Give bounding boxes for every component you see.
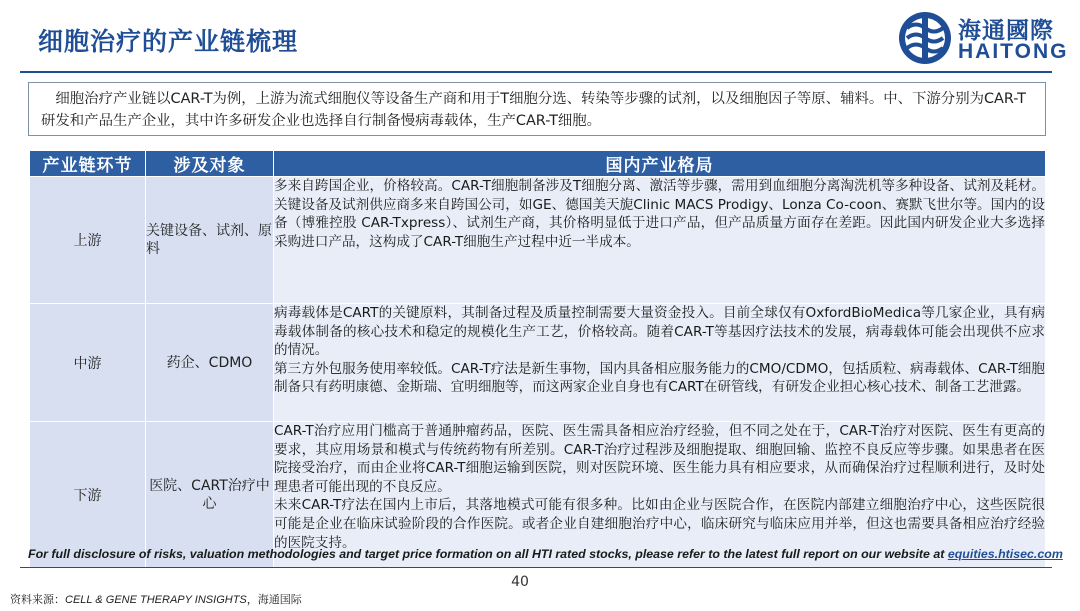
detail-cell <box>274 304 1046 422</box>
column-header-object: 涉及对象 <box>146 151 274 177</box>
column-header-landscape: 国内产业格局 <box>274 151 1046 177</box>
object-cell: 关键设备、试剂、原料 <box>146 177 274 304</box>
logo-english-text: HAITONG <box>958 40 1069 63</box>
column-header-stage: 产业链环节 <box>30 151 146 177</box>
page-number: 40 <box>511 574 529 590</box>
footer-divider <box>20 567 1052 568</box>
detail-text: 病毒载体是CART的关键原料，其制备过程及质量控制需要大量资金投入。目前全球仅有OxfordBioMedica等几家企业，具有病毒载体制备的核心技术和稳定的规模化生产工艺，价格较高。随着CAR-T等基因疗法技术的发展，病毒载体可能会出现供不应求的情况。 <box>274 305 1045 359</box>
detail-cell <box>274 177 1046 304</box>
logo-chinese-text: 海通國際 <box>958 18 1054 44</box>
header-divider <box>20 71 1052 73</box>
detail-text-2: 第三方外包服务使用率较低。CAR-T疗法是新生事物，国内具备相应服务能力的CMO/CDMO，包括质粒、病毒载体、CAR-T细胞制备只有药明康德、金斯瑞、宜明细胞等，而这两家企业自身也有CART在研管线，有研发企业担心核心技术、制备工艺泄露。 <box>274 360 1045 396</box>
table-row-upstream <box>30 177 1046 304</box>
source-prefix: 资料来源： <box>10 593 65 606</box>
source-suffix: ，海通国际 <box>246 593 302 606</box>
haitong-logo <box>898 8 1068 66</box>
source-note <box>10 591 302 607</box>
disclaimer <box>28 547 1063 561</box>
detail-text: 多来自跨国企业，价格较高。CAR-T细胞制备涉及T细胞分离、激活等步骤，需用到血细胞分离淘洗机等多种设备、试剂及耗材。关键设备及试剂供应商多来自跨国公司，如GE、德国美天旎Clinic MACS Prodigy、Lonza Co-coon、赛默飞世尔等。国内的设备（博雅控股 CAR-Txpress）、试剂生产商，其价格明显低于进口产品，但产品质量方面存在差距。因此国内研发企业大多选择采购进口产品，这构成了CAR-T细胞生产过程中近一半成本。 <box>274 178 1045 250</box>
page-title: 细胞治疗的产业链梳理 <box>38 27 299 56</box>
haitong-logo-icon <box>898 11 952 65</box>
stage-cell: 下游 <box>30 422 146 569</box>
table-row-midstream <box>30 304 1046 422</box>
summary-box: 细胞治疗产业链以CAR-T为例，上游为流式细胞仪等设备生产商和用于T细胞分选、转染等步骤的试剂，以及细胞因子等原、辅料。中、下游分别为CAR-T研发和产品生产企业，其中许多研发企业也选择自行制备慢病毒载体，生产CAR-T细胞。 <box>28 82 1046 136</box>
object-cell: 医院、CART治疗中心 <box>146 422 274 569</box>
stage-cell: 中游 <box>30 304 146 422</box>
stage-cell: 上游 <box>30 177 146 304</box>
industry-chain-table <box>29 150 1046 569</box>
website-link[interactable]: equities.htisec.com <box>947 547 1063 561</box>
object-cell: 药企、CDMO <box>146 304 274 422</box>
source-publication: CELL & GENE THERAPY INSIGHTS <box>65 594 247 606</box>
table-header-row <box>30 151 1046 177</box>
detail-text: CAR-T治疗应用门槛高于普通肿瘤药品，医院、医生需具备相应治疗经验，但不同之处在于，CAR-T治疗对医院、医生有更高的要求，其应用场景和模式与传统药物有所差别。CAR-T治疗过程涉及细胞提取、细胞回输、监控不良反应等步骤。如果患者在医院接受治疗，而由企业将CAR-T细胞运输到医院，则对医院环境、医生能力具有相应要求，从而确保治疗过程顺利进行，及时处理患者可能出现的不良反应。 <box>274 423 1045 495</box>
detail-text-2: 未来CAR-T疗法在国内上市后，其落地模式可能有很多种。比如由企业与医院合作，在医院内部建立细胞治疗中心，这些医院很可能是企业在临床试验阶段的合作医院。或者企业自建细胞治疗中心，临床研究与临床应用并举，但这也需要具备相应治疗经验的医院支持。 <box>274 497 1045 551</box>
disclaimer-text: For full disclosure of risks, valuation methodologies and target price formation on all HTI rated stocks, please refer to the latest full report on our website at <box>28 547 948 561</box>
